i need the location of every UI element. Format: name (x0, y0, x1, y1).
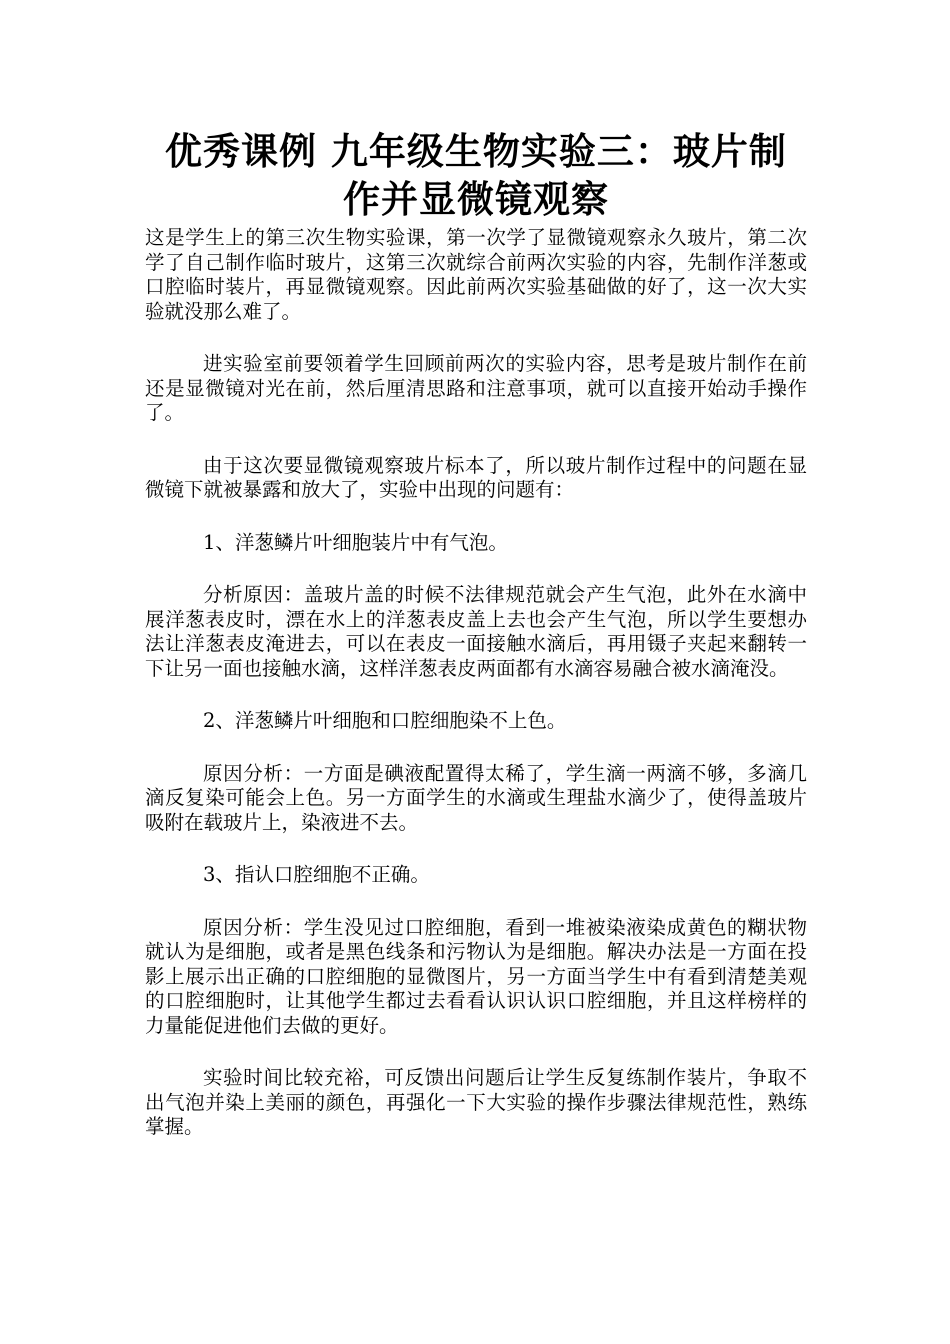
paragraph-intro: 这是学生上的第三次生物实验课，第一次学了显微镜观察永久玻片，第二次学了自己制作临时玻片，这第三次就综合前两次实验的内容，先制作洋葱或口腔临时装片，再显微镜观察。因此前两次实验基础做的好了，这一次大实验就没那么难了。 (145, 226, 807, 323)
title-line-1: 优秀课例 九年级生物实验三：玻片制 (165, 130, 787, 173)
document-page (145, 128, 807, 1168)
title-line-2: 作并显微镜观察 (343, 178, 609, 221)
paragraph-problem-3: 3、指认口腔细胞不正确。 (203, 863, 430, 886)
paragraph-problem-2: 2、洋葱鳞片叶细胞和口腔细胞染不上色。 (203, 709, 567, 732)
document-body (145, 226, 807, 1140)
document-title (139, 128, 813, 224)
paragraph-preparation: 进实验室前要领着学生回顾前两次的实验内容，思考是玻片制作在前还是显微镜对光在前，然后厘清思路和注意事项，就可以直接开始动手操作了。 (145, 352, 807, 424)
paragraph-analysis-1: 分析原因：盖玻片盖的时候不法律规范就会产生气泡，此外在水滴中展洋葱表皮时，漂在水上的洋葱表皮盖上去也会产生气泡，所以学生要想办法让洋葱表皮淹进去，可以在表皮一面接触水滴后，再用镊子夹起来翻转一下让另一面也接触水滴，这样洋葱表皮两面都有水滴容易融合被水滴淹没。 (145, 583, 807, 680)
paragraph-analysis-2: 原因分析：一方面是碘液配置得太稀了，学生滴一两滴不够，多滴几滴反复染可能会上色。另一方面学生的水滴或生理盐水滴少了，使得盖玻片吸附在载玻片上，染液进不去。 (145, 761, 807, 834)
paragraph-conclusion: 实验时间比较充裕，可反馈出问题后让学生反复练制作装片，争取不出气泡并染上美丽的颜色，再强化一下大实验的操作步骤法律规范性，熟练掌握。 (145, 1066, 807, 1138)
paragraph-problem-1: 1、洋葱鳞片叶细胞装片中有气泡。 (203, 530, 508, 554)
paragraph-problems-intro: 由于这次要显微镜观察玻片标本了，所以玻片制作过程中的问题在显微镜下就被暴露和放大了，实验中出现的问题有： (145, 453, 807, 501)
paragraph-analysis-3: 原因分析：学生没见过口腔细胞，看到一堆被染液染成黄色的糊状物就认为是细胞，或者是黑色线条和污物认为是细胞。解决办法是一方面在投影上展示出正确的口腔细胞的显微图片，另一方面当学生中有看到清楚美观的口腔细胞时，让其他学生都过去看看认识认识口腔细胞，并且这样榜样的力量能促进他们去做的更好。 (145, 915, 807, 1037)
